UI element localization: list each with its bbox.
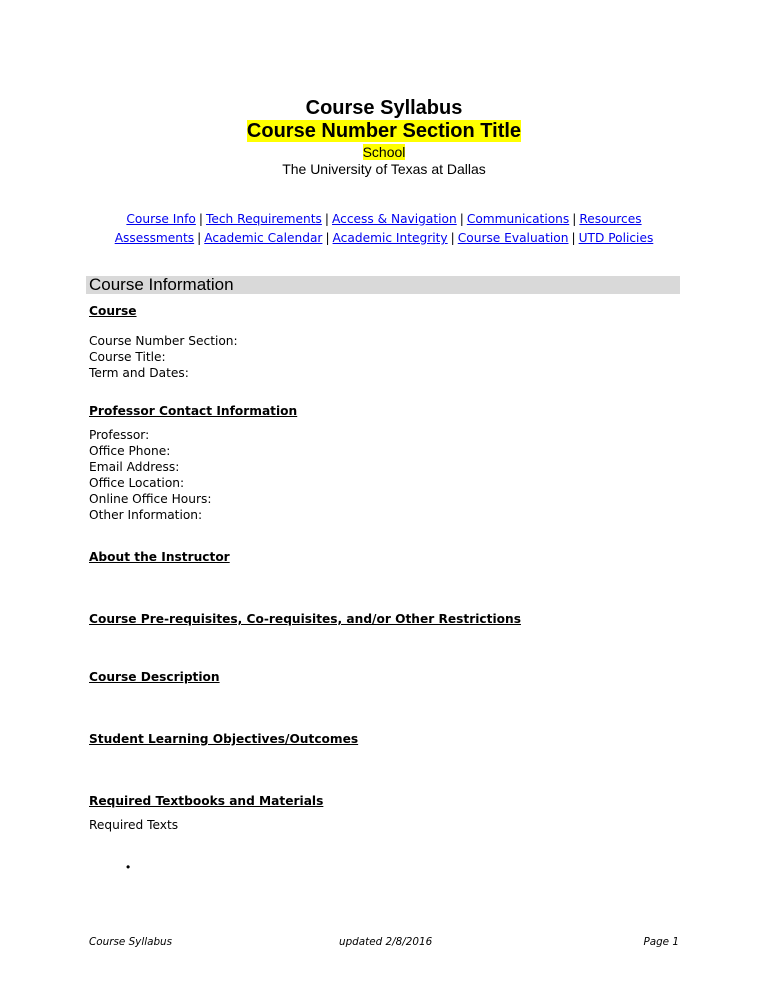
section-navigation (0, 210, 768, 248)
nav-link-resources[interactable]: Resources (579, 212, 642, 226)
nav-link-course-evaluation[interactable]: Course Evaluation (457, 231, 569, 245)
nav-separator: | (571, 231, 576, 245)
course-title-label: Course Title: (89, 350, 166, 364)
nav-separator: | (572, 212, 577, 226)
nav-link-utd-policies[interactable]: UTD Policies (578, 231, 654, 245)
course-details (89, 333, 238, 381)
term-dates-label: Term and Dates: (89, 366, 189, 380)
office-phone-label: Office Phone: (89, 444, 171, 458)
footer-page-number: Page 1 (643, 936, 679, 948)
professor-heading: Professor Contact Information (89, 404, 298, 418)
section-heading-course-information: Course Information (86, 276, 680, 294)
about-instructor-heading: About the Instructor (89, 550, 230, 564)
required-textbooks-heading: Required Textbooks and Materials (89, 794, 324, 808)
university-name: The University of Texas at Dallas (282, 161, 486, 177)
nav-separator: | (459, 212, 464, 226)
nav-link-communications[interactable]: Communications (466, 212, 570, 226)
course-heading: Course (89, 304, 137, 318)
nav-link-academic-integrity[interactable]: Academic Integrity (332, 231, 448, 245)
course-description-heading: Course Description (89, 670, 220, 684)
nav-separator: | (198, 212, 203, 226)
course-number-section-label: Course Number Section: (89, 334, 238, 348)
document-title: Course Syllabus (305, 97, 463, 119)
email-address-label: Email Address: (89, 460, 180, 474)
school-name: School (362, 144, 406, 160)
nav-separator: | (197, 231, 202, 245)
nav-link-assessments[interactable]: Assessments (114, 231, 195, 245)
nav-row-2 (0, 229, 768, 248)
prerequisites-heading: Course Pre-requisites, Co-requisites, and/or Other Restrictions (89, 612, 521, 626)
page-footer (89, 936, 679, 952)
document-header (0, 96, 768, 178)
nav-row-1 (0, 210, 768, 229)
nav-link-academic-calendar[interactable]: Academic Calendar (204, 231, 323, 245)
footer-document-name: Course Syllabus (89, 936, 173, 948)
required-texts-label: Required Texts (89, 818, 179, 832)
other-information-label: Other Information: (89, 508, 203, 522)
nav-link-tech-requirements[interactable]: Tech Requirements (205, 212, 322, 226)
footer-updated-date: updated 2/8/2016 (339, 936, 433, 948)
nav-link-course-info[interactable]: Course Info (126, 212, 196, 226)
learning-objectives-heading: Student Learning Objectives/Outcomes (89, 732, 359, 746)
office-location-label: Office Location: (89, 476, 185, 490)
online-office-hours-label: Online Office Hours: (89, 492, 212, 506)
nav-separator: | (325, 231, 330, 245)
nav-link-access-navigation[interactable]: Access & Navigation (332, 212, 457, 226)
bullet-point: • (126, 860, 131, 874)
professor-label: Professor: (89, 428, 150, 442)
nav-separator: | (324, 212, 329, 226)
course-number-section-title: Course Number Section Title (246, 120, 522, 142)
nav-separator: | (450, 231, 455, 245)
professor-details (89, 427, 211, 523)
